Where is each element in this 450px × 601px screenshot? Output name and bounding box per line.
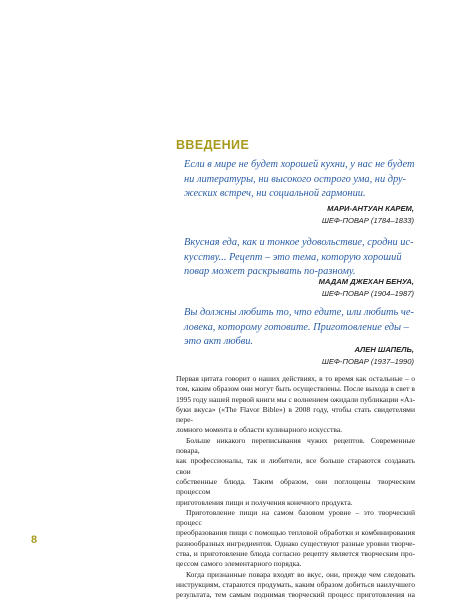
body-line: буки вкуса» («The Flavor Bible») в 2008 году, чтобы стать свидетелями пере-	[176, 404, 415, 425]
quote-author-role: ШЕФ-ПОВАР (1937–1990)	[321, 357, 414, 366]
quote-author: АЛЕН ШАПЕЛЬ,	[354, 345, 414, 354]
body-line: 1995 году нашей первой книги мы с волнением ожидали публикации «Аз-	[176, 394, 415, 404]
body-text	[176, 374, 415, 601]
body-line: собственные блюда. Таким образом, они поглощены творческим процессом	[176, 476, 415, 497]
body-line: Когда признанные повара входят во вкус, они, прежде чем следовать	[186, 569, 415, 579]
epigraph-quote-2	[184, 236, 424, 280]
quote-author-role: ШЕФ-ПОВАР (1904–1987)	[321, 289, 414, 298]
body-line: ства, и приготовление блюда согласно рецепту является творческим про-	[176, 549, 415, 559]
quote-line: кусству... Рецепт – это тема, которую хороший	[184, 251, 402, 263]
body-line: цессом самого элементарного порядка.	[176, 559, 302, 569]
section-heading: ВВЕДЕНИЕ	[176, 138, 250, 152]
quote-attribution-2	[319, 276, 414, 300]
body-line: Первая цитата говорит о наших действиях, в то время как остальные – о	[176, 374, 415, 383]
epigraph-quote-1	[184, 158, 424, 202]
quote-line: Вкусная еда, как и тонкое удовольствие, сродни ис-	[184, 237, 414, 248]
quote-line: жеских встреч, ни социальной гармонии.	[184, 188, 366, 200]
quote-line: Вы должны любить то, что едите, или любить че-	[184, 307, 414, 318]
body-line: Приготовление пищи на самом базовом уровне – это творческий процесс	[176, 507, 415, 528]
quote-line: повар может раскрывать по-разному.	[184, 266, 356, 278]
body-line: инструкциям, стараются продумать, каким образом добиться наилучшего	[176, 579, 415, 589]
body-line: приготовления пищи и получения конечного продукта.	[176, 497, 353, 507]
quote-line: ловека, которому готовите. Приготовление еды –	[184, 321, 409, 333]
body-line: том, каким образом они могут быть осуществлены. После выхода в свет в	[176, 384, 415, 394]
quote-author: МАРИ-АНТУАН КАРЕМ,	[327, 204, 414, 213]
body-line: ломного момента в области кулинарного искусства.	[176, 425, 343, 435]
quote-line: ни литературы, ни высокого острого ума, ни дру-	[184, 173, 407, 185]
quote-author: МАДАМ ДЖЕХАН БЕНУА,	[318, 277, 414, 286]
quote-line: это акт любви.	[184, 336, 254, 348]
body-line: разнообразных ингредиентов. Однако существуют разные уровни творче-	[176, 538, 415, 548]
page-number: 8	[31, 534, 38, 546]
body-line: как профессионалы, так и любители, все больше стараются создавать свои	[176, 456, 415, 476]
body-line: результата, тем самым поднимая творческий процесс приготовления на	[176, 590, 415, 600]
body-line: Больше никакого переписывания чужих рецептов. Современные повара,	[176, 435, 415, 456]
quote-attribution-3	[322, 344, 414, 368]
quote-line: Если в мире не будет хорошей кухни, у нас не будет	[184, 159, 415, 170]
quote-author-role: ШЕФ-ПОВАР (1784–1833)	[321, 216, 414, 225]
body-line: преобразования пищи с помощью тепловой обработки и комбинирования	[176, 528, 415, 538]
quote-attribution-1	[322, 203, 414, 227]
